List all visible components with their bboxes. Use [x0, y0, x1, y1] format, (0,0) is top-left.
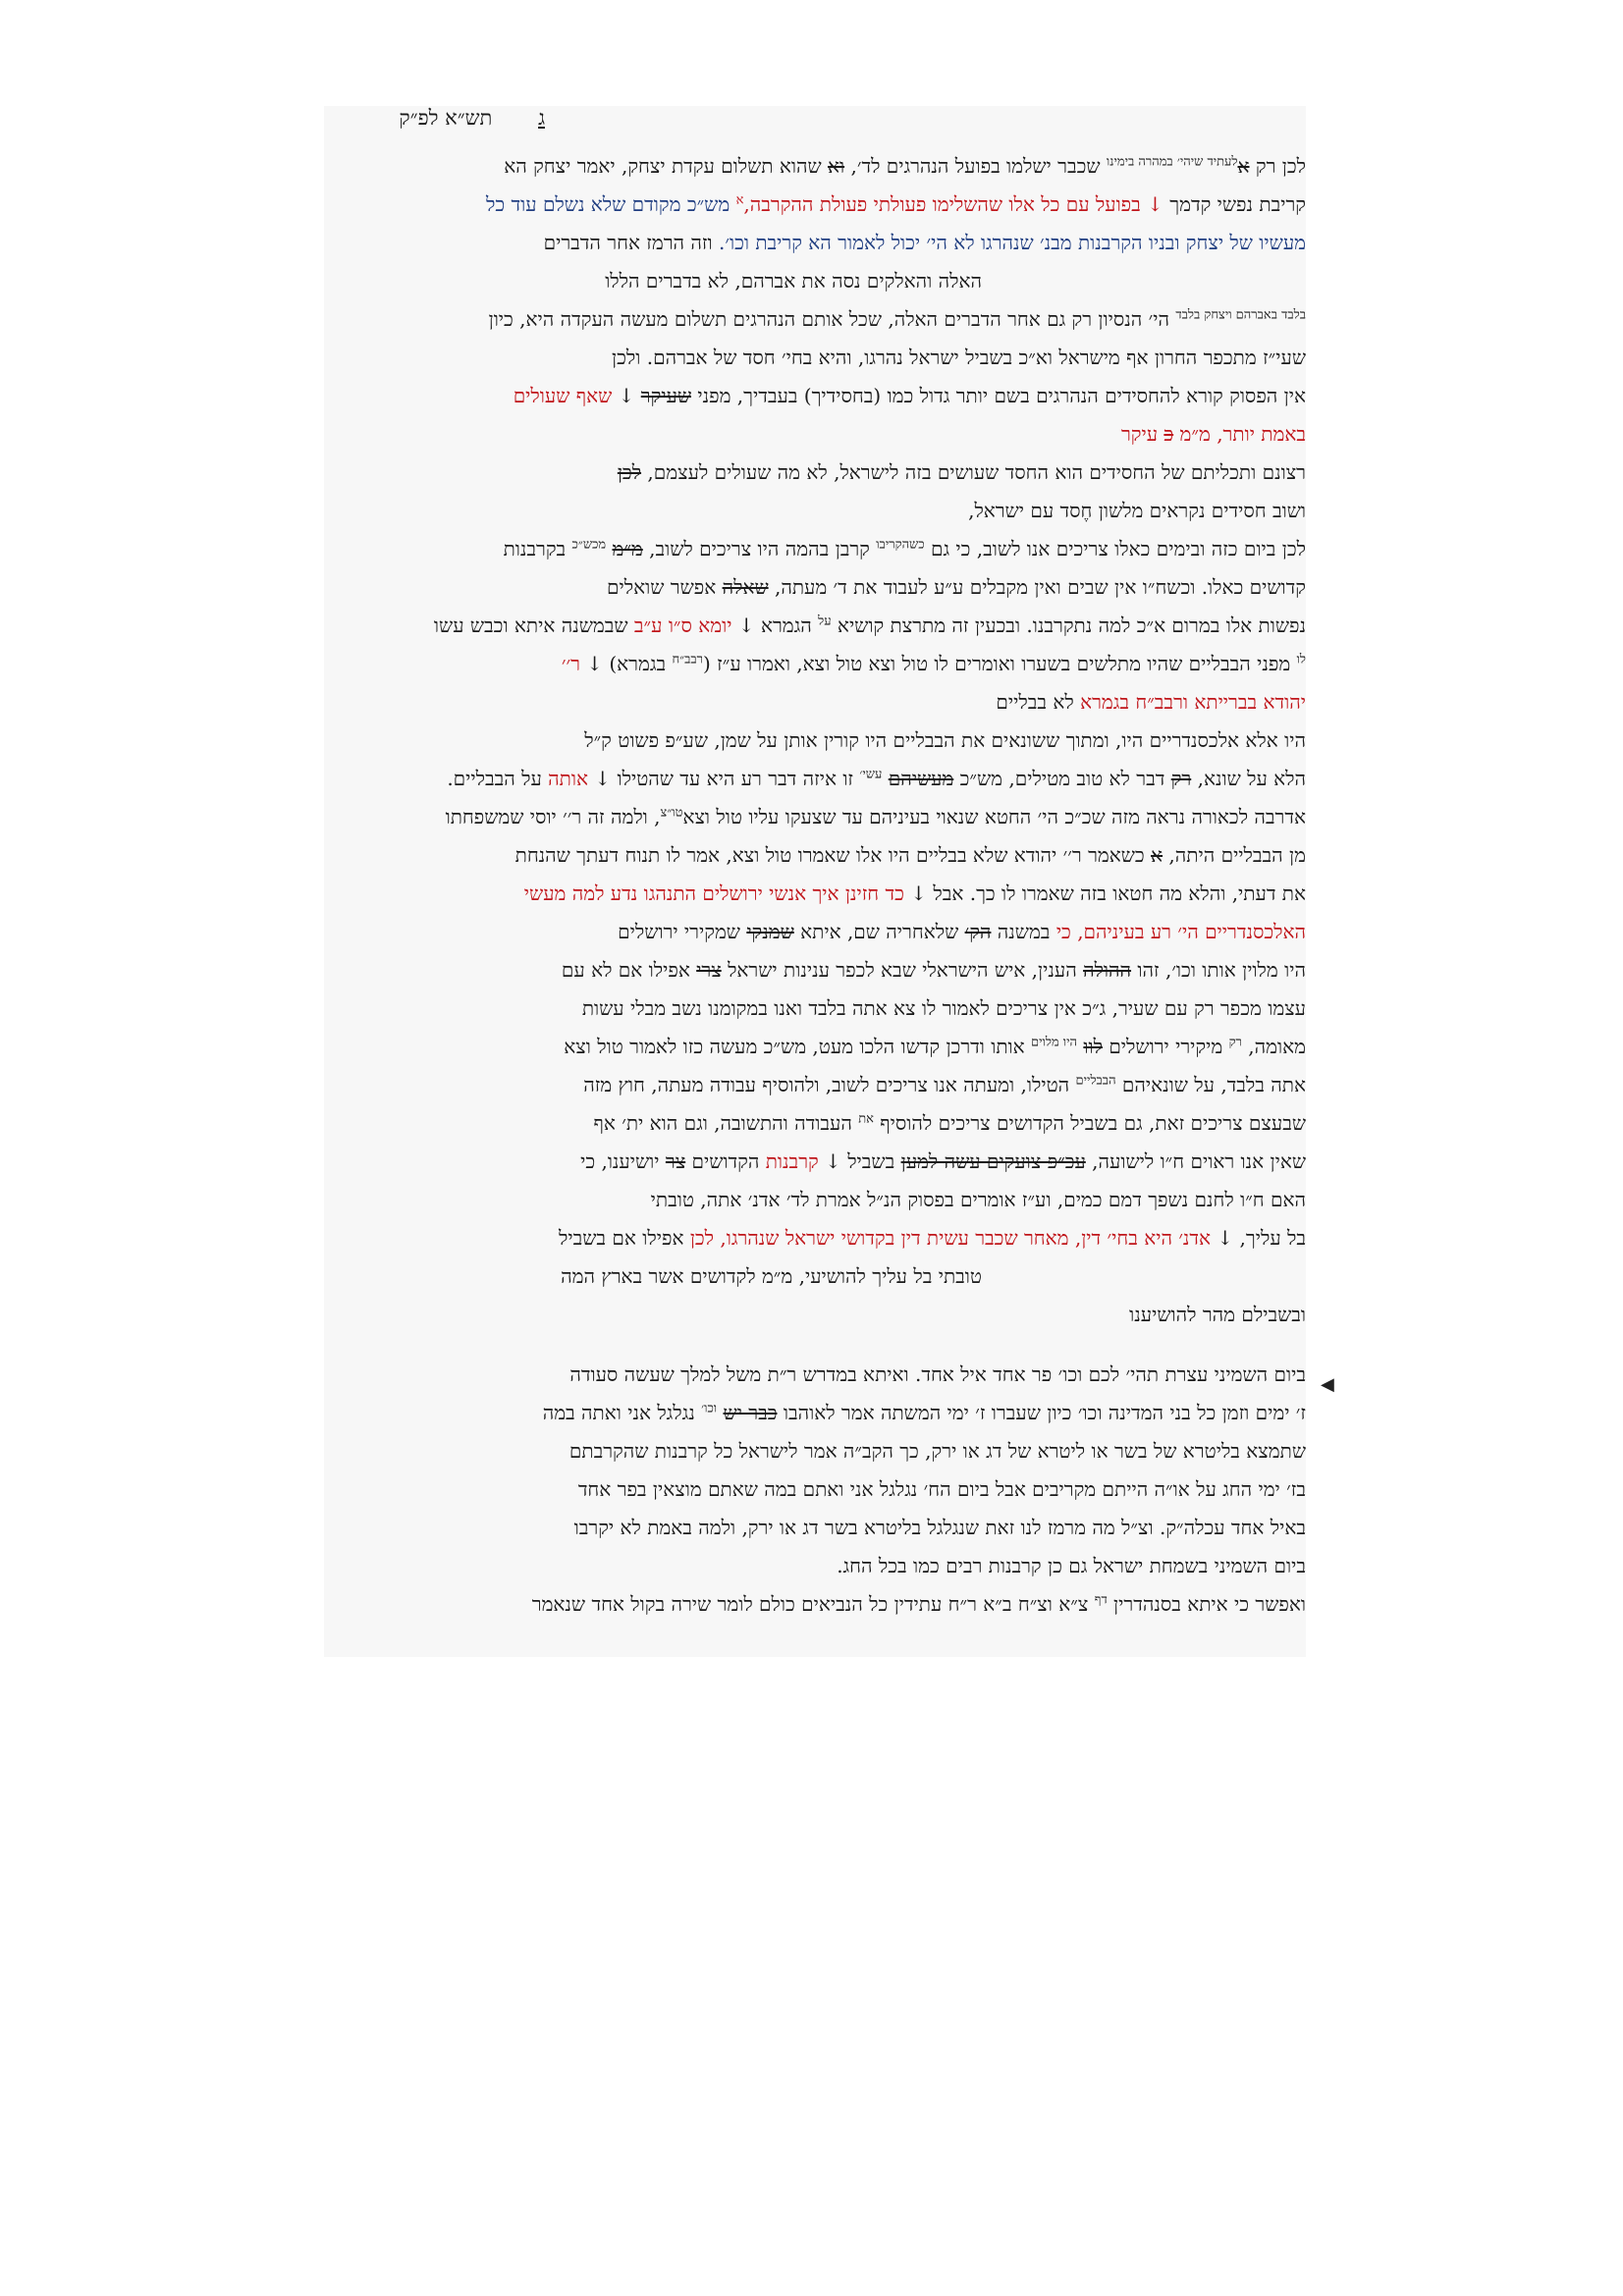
struck-text: כ	[1163, 422, 1174, 446]
struck-text: מעשיהם	[888, 767, 954, 790]
text-segment: בגמרא) ↓	[579, 652, 673, 675]
text-segment: נפשות אלו במרום א״כ למה נתקרבנו. ובכעין זה מתרצת קושיא	[831, 614, 1306, 637]
text-segment: מן הבבליים היתה,	[1163, 843, 1306, 867]
text-segment: מעשיו של יצחק ובניו הקרבנות מבנ׳ שנהרגו לא הי׳ יכול לאמור הא קריבת וכו׳.	[718, 231, 1306, 254]
text-segment: מיקירי ירושלים	[1102, 1035, 1229, 1058]
interlinear-insertion: הבבליים	[1075, 1073, 1116, 1089]
text-segment: הקדושים	[685, 1149, 766, 1173]
interlinear-insertion: על	[818, 614, 832, 629]
text-segment: יהודא בברייתא ורבב״ח בגמרא	[1080, 690, 1306, 714]
text-line	[324, 1394, 1306, 1432]
text-line	[324, 875, 1306, 913]
paragraph-gap	[324, 1334, 1306, 1356]
struck-text: הק׳	[964, 920, 992, 943]
text-segment: טובתי בל עליך להושיעי, מ״מ לקדושים אשר בארץ המה	[561, 1264, 982, 1288]
text-segment: וזה הרמז אחר הדברים	[543, 231, 719, 254]
text-segment: אותו ודרכן קדשו הלכו מעט, מש״כ מעשה כזו לאמור טול וצא	[564, 1035, 1032, 1058]
text-line	[324, 1181, 1306, 1219]
interlinear-insertion: היו מלוים	[1031, 1035, 1078, 1050]
text-line	[324, 1509, 1306, 1547]
struck-text: צר	[665, 1149, 686, 1173]
page-header	[349, 106, 545, 131]
text-segment: הלא על שונא,	[1191, 767, 1306, 790]
text-segment: העבודה והתשובה, וגם הוא ית׳ אף	[593, 1111, 859, 1135]
text-segment: אדנ׳ היא בחי׳ דין, מאחר שכבר עשית דין בקדושי ישראל שנהרגו, לכן	[689, 1226, 1212, 1250]
interlinear-insertion: א	[735, 192, 744, 208]
interlinear-insertion: רק	[1228, 1035, 1242, 1050]
text-segment: את דעתי, והלא מה חטאו בזה שאמרו לו כך. אבל ↓	[903, 881, 1306, 905]
struck-text: עכ״פ צועקים עשה למען	[900, 1149, 1086, 1173]
text-segment: יומא ס״ו ע״ב	[633, 614, 732, 637]
text-line	[324, 913, 1306, 951]
interlinear-insertion: לעתיד שיהי׳ במהרה בימינו	[1106, 154, 1238, 170]
text-segment: מאומה,	[1241, 1035, 1306, 1058]
text-line	[324, 683, 1306, 721]
text-segment: כשאמר ר׳׳ יהודא שלא בבליים היו אלו שאמרו טול וצא, אמר לו תנוח דעתך שהנחת	[514, 843, 1152, 867]
text-segment: הטילו, ומעתה אנו צריכים לשוב, ולהוסיף עבודה מעתה, חוץ מזה	[583, 1073, 1076, 1096]
text-line	[324, 454, 1306, 492]
text-segment: אפשר שואלים	[607, 575, 723, 599]
struck-text: שמנקי	[746, 920, 794, 943]
struck-text: שעיקר	[640, 384, 691, 407]
text-segment: שמקירי ירושלים	[618, 920, 747, 943]
text-line	[324, 262, 1306, 300]
interlinear-insertion: לו	[1296, 652, 1306, 667]
text-segment: האלכסנדריים הי׳ רע בעיניהם, כי	[1055, 920, 1306, 943]
struck-text: מ״מ	[612, 537, 643, 561]
text-segment: האלה והאלקים נסה את אברהם, לא בדברים הללו	[605, 269, 982, 293]
struck-text: כבר יש	[723, 1401, 778, 1424]
text-segment: ר׳׳	[561, 652, 580, 675]
text-segment: אדרבה לכאורה נראה מזה שכ״כ הי׳ החטא שנאוי בעיניהם עד שצעקו עליו טול וצא	[682, 805, 1306, 828]
text-line	[324, 645, 1306, 683]
text-segment: שבמשנה איתא וכבש עשו	[433, 614, 634, 637]
document-body	[324, 147, 1306, 1624]
text-segment: במשנה	[991, 920, 1056, 943]
text-segment: לכן רק	[1249, 154, 1306, 178]
interlinear-insertion: דף	[1094, 1592, 1108, 1608]
text-segment: בל עליך, ↓	[1211, 1226, 1306, 1250]
struck-text: וא	[827, 154, 845, 178]
interlinear-insertion: רבב״ח	[672, 652, 704, 667]
text-segment: אותה	[548, 767, 588, 790]
struck-text: צרי	[696, 958, 722, 982]
interlinear-insertion: עשי׳	[859, 767, 883, 782]
text-segment: קריבת נפשי קדמך	[1163, 192, 1306, 216]
text-segment: הענין, איש הישראלי שבא לכפר ענינות ישראל	[721, 958, 1084, 982]
text-segment: דבר לא טוב מטילים, מש״כ	[953, 767, 1171, 790]
struck-text: ההולה	[1083, 958, 1132, 982]
text-line	[324, 339, 1306, 377]
text-segment: בקרבנות	[503, 537, 572, 561]
struck-text: שאלה	[722, 575, 769, 599]
bullet-triangle-icon: ◀	[1321, 1374, 1334, 1395]
interlinear-insertion: באברהם ויצחק בלבד	[1175, 307, 1282, 323]
text-segment: שאף שעולים	[513, 384, 613, 407]
struck-text: לוו	[1083, 1035, 1103, 1058]
text-line	[324, 1104, 1306, 1143]
text-segment: היו מלוין אותו וכו׳, זהו	[1131, 958, 1306, 982]
text-line	[324, 1432, 1306, 1470]
text-line	[324, 836, 1306, 875]
page-number: ג	[538, 106, 545, 130]
text-line	[324, 951, 1306, 989]
text-line	[324, 989, 1306, 1028]
text-segment: שעי״ז מתכפר החרון אף מישראל וא״כ בשביל ישראל נהרגו, והיא בחי׳ חסד של אברהם. ולכן	[612, 346, 1306, 369]
text-segment: אפילו אם לא עם	[561, 958, 697, 982]
text-segment: ↓ בפועל עם כל אלו שהשלימו פעולתי פעולת ההקרבה,	[743, 192, 1163, 216]
text-line	[324, 1143, 1306, 1181]
text-line	[324, 530, 1306, 568]
text-segment: הגמרא ↓	[731, 614, 819, 637]
text-segment: שאין אנו ראוים ח״ו לישועה,	[1085, 1149, 1306, 1173]
text-segment: ז׳ ימים וזמן כל בני המדינה וכו׳ כיון שעברו ז׳ ימי המשתה אמר לאוהבו	[777, 1401, 1306, 1424]
text-line	[324, 186, 1306, 224]
text-line	[324, 1585, 1306, 1624]
interlinear-insertion: כשהקריבו	[876, 537, 925, 553]
text-segment: על הבבליים.	[447, 767, 549, 790]
text-line	[324, 1470, 1306, 1509]
text-line	[324, 1356, 1306, 1394]
struck-text: רק	[1170, 767, 1192, 790]
text-segment: צ״א וצ״ח ב״א ר״ח עתידין כל הנביאים כולם לומר שירה בקול אחד שנאמר	[531, 1592, 1095, 1616]
interlinear-insertion: בלבד	[1281, 307, 1306, 323]
text-segment: זו איזה דבר רע היא עד שהטילו ↓	[588, 767, 860, 790]
text-line	[324, 798, 1306, 836]
text-segment: ואפשר כי איתא בסנהדרין	[1107, 1592, 1306, 1616]
text-line	[324, 224, 1306, 262]
interlinear-insertion: טו״צ	[660, 805, 683, 821]
text-line	[324, 721, 1306, 760]
text-segment: קדושים כאלו. וכשח״ו אין שבים ואין מקבלים ע״ע לעבוד את ד׳ מעתה,	[768, 575, 1306, 599]
text-segment: האם ח״ו לחנם נשפך דמם כמים, וע״ז אומרים בפסוק הנ״ל אמרת לד׳ אדנ׳ אתה, טובתי	[650, 1188, 1306, 1211]
text-line	[324, 568, 1306, 607]
interlinear-insertion: וכו׳	[701, 1401, 718, 1416]
text-segment: עיקר	[1120, 422, 1164, 446]
text-segment: עצמו מכפר רק עם שעיר, ג״כ אין צריכים לאמור לו צא אתה בלבד ואנו במקומנו נשב מבלי עשות	[581, 996, 1306, 1020]
text-segment: נגלגל אני ואתה במה	[542, 1401, 702, 1424]
text-segment: מפני הבבליים שהיו מתלשים בשערו ואומרים לו טול וצא טול וצא, ואמרו ע״ז (	[703, 652, 1297, 675]
text-segment: רצונם ותכליתם של החסידים הוא החסד שעושים בזה לישראל, לא מה שעולים לעצמם,	[641, 460, 1306, 484]
text-segment: שלאחריה שם, איתא	[793, 920, 965, 943]
text-segment: באיל אחד עכלה״ק. וצ״ל מה מרמז לנו זאת שנגלגל בליטרא בשר דג או ירק, ולמה באמת לא יקרבו	[573, 1516, 1306, 1539]
text-segment: יושיענו, כי	[580, 1149, 666, 1173]
text-segment: שתמצא בליטרא של בשר או ליטרא של דג או ירק, כך הקב״ה אמר לישראל כל קרבנות שהקרבתם	[568, 1439, 1306, 1463]
text-segment: שכבר ישלמו בפועל הנהרגים לד׳,	[844, 154, 1107, 178]
text-line	[324, 1547, 1306, 1585]
text-segment: ובשבילם מהר להושיענו	[1129, 1303, 1306, 1326]
text-segment: שבעצם צריכים זאת, גם בשביל הקדושים צריכים להוסיף	[873, 1111, 1306, 1135]
struck-text: לכן	[617, 460, 642, 484]
text-segment: אתה בלבד, על שונאיהם	[1115, 1073, 1306, 1096]
text-segment: לכן ביום כזה ובימים כאלו צריכים אנו לשוב, כי גם	[924, 537, 1306, 561]
text-line	[324, 1066, 1306, 1104]
text-line	[324, 415, 1306, 454]
text-segment: בשביל ↓	[818, 1149, 901, 1173]
text-segment: ושוב חסידים נקראים מלשון חֶסד עם ישראל,	[968, 499, 1306, 522]
text-line	[324, 1296, 1306, 1334]
interlinear-insertion: את	[858, 1111, 874, 1127]
text-segment: בז׳ ימי החג על או״ה הייתם מקריבים אבל ביום הח׳ נגלגל אני ואתם במה שאתם מוצאין בפר אחד	[577, 1477, 1306, 1501]
text-segment: ↓	[612, 384, 641, 407]
text-segment: כד חזינן איך אנשי ירושלים התנהגו נדע למה מעשי	[523, 881, 904, 905]
text-segment: לא בבליים	[996, 690, 1081, 714]
struck-text: א	[1151, 843, 1163, 867]
text-segment: קרבן בהמה היו צריכים לשוב,	[642, 537, 877, 561]
text-line	[324, 1219, 1306, 1257]
text-line	[324, 377, 1306, 415]
text-segment: , ולמה זה ר׳׳ יוסי שמשפחתו	[445, 805, 661, 828]
interlinear-insertion: מכש״כ	[571, 537, 607, 553]
text-segment: אפילו אם בשביל	[559, 1226, 690, 1250]
struck-text: א	[1237, 154, 1250, 178]
text-line	[324, 147, 1306, 186]
text-segment: ביום השמיני עצרת תהי׳ לכם וכו׳ פר אחד איל אחד. ואיתא במדרש ר״ת משל למלך שעשה סעודה	[569, 1362, 1306, 1386]
text-segment: אין הפסוק קורא להחסידים הנהרגים בשם יותר גדול כמו (בחסידיך) בעבדיך, מפני	[691, 384, 1306, 407]
text-line	[324, 300, 1306, 339]
text-line	[324, 1257, 1306, 1296]
text-segment: קרבנות	[765, 1149, 819, 1173]
text-line	[324, 607, 1306, 645]
text-segment: ביום השמיני בשמחת ישראל גם כן קרבנות רבים כמו בכל החג.	[837, 1554, 1306, 1577]
text-line	[324, 760, 1306, 798]
text-line	[324, 492, 1306, 530]
text-segment: היו אלא אלכסנדריים היו, ומתוך ששונאים את הבבליים היו קורין אותן על שמן, שע״פ פשוט ק״ל	[584, 728, 1306, 752]
text-segment: שהוא תשלום עקדת יצחק, יאמר יצחק הא	[504, 154, 828, 178]
text-segment: באמת יותר, מ״מ	[1173, 422, 1306, 446]
text-line	[324, 1028, 1306, 1066]
text-segment: מש״כ מקודם שלא נשלם עוד כל	[486, 192, 736, 216]
text-segment: הי׳ הנסיון רק גם אחר הדברים האלה, שכל אותם הנהרגים תשלום מעשה העקדה היא, כיון	[488, 307, 1176, 331]
header-title: תש״א לפ״ק	[399, 106, 493, 130]
